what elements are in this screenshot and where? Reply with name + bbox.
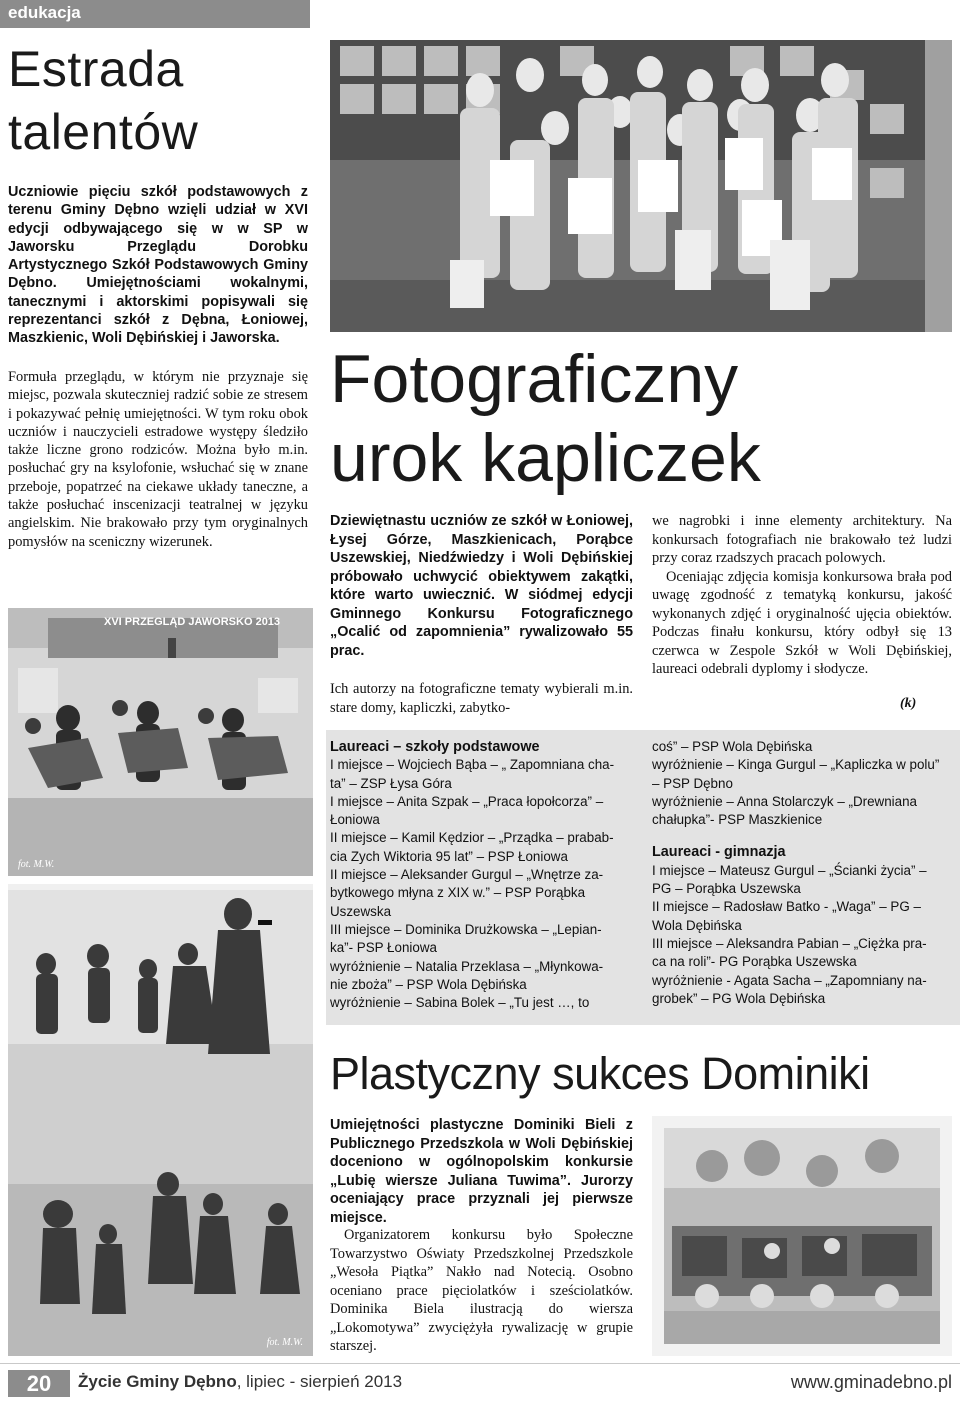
laureate-line: II miejsce – Kamil Kędzior – „Prządka – prabab-	[330, 830, 614, 846]
laureates-col-right	[652, 738, 939, 1008]
section-tab	[0, 0, 310, 28]
laureate-line: grobek” – PG Wola Dębińska	[652, 990, 826, 1006]
title-line: Estrada	[8, 41, 184, 97]
laureate-line: – PSP Dębno	[652, 775, 733, 791]
laureate-line: chałupka”- PSP Maszkienice	[652, 812, 823, 828]
laureate-line: Wola Dębińska	[652, 917, 742, 933]
photo-children-stage	[8, 884, 313, 1356]
publication-date: , lipiec - sierpień 2013	[236, 1372, 403, 1391]
title-line: urok kapliczek	[330, 420, 761, 496]
laureate-line: wyróżnienie - Agata Sacha – „Zapomniany na-	[652, 972, 927, 988]
laureates-col-left	[330, 738, 614, 1012]
laureate-line: II miejsce – Radosław Batko - „Waga” – PG –	[652, 899, 921, 915]
photo-dancers	[8, 608, 313, 876]
laureate-line: wyróżnienie – Sabina Bolek – „Tu jest …, to	[330, 995, 590, 1011]
laureate-line: ca na roli”- PG Porąbka Uszewska	[652, 954, 857, 970]
laureates-heading-gym: Laureaci - gimnazja	[652, 844, 786, 861]
laureate-line: PG – Porąbka Uszewska	[652, 881, 801, 897]
article-body-col1: Ich autorzy na fotograficzne tematy wybierali m.in. stare domy, kapliczki, zabytko-	[330, 681, 633, 716]
website-link[interactable]: www.gminadebno.pl	[790, 1372, 952, 1392]
author-signature: (k)	[900, 696, 917, 711]
paragraph: Oceniając zdjęcia komisja konkursowa brała pod uwagę zgodność z tematyką konkursu, jakość wykonanych zdjęć i oryginalność ujęcia obiektów. Podczas finału konkursu, który odbył się 13 czerwca w Zespole Szkół w Woli Dębińskiej, laureaci odebrali dyplomy i słodycze.	[652, 568, 952, 677]
article-title-kapliczki	[330, 340, 950, 498]
article-body-col2	[652, 512, 952, 679]
photo-drawing	[652, 1116, 952, 1356]
footer-divider	[0, 1363, 960, 1364]
article-lead: Uczniowie pięciu szkół podstawowych z terenu Gminy Dębno wzięli udział w XVI edycji odbywającego się w w SP w Jaworsku Przeglądu Dorobku Artystycznego Szkół Podstawowych Gminy Dębno. Umiejętnościami wokalnymi, tanecznymi i aktorskimi popisywali się reprezentanci szkół z Dębna, Łoniowej, Maszkienic, Woli Dębińskiej i Jaworska.	[8, 184, 308, 347]
laureate-line: I miejsce – Anita Szpak – „Praca łopołcorza” –	[330, 793, 604, 809]
section-label: edukacja	[8, 3, 81, 22]
laureate-line: I miejsce – Mateusz Gurgul – „Ścianki życia” –	[652, 862, 927, 878]
photo-banner-text: XVI PRZEGLĄD JAWORSKO 2013	[104, 616, 281, 628]
title-line: Fotograficzny	[330, 341, 739, 417]
laureate-line: nie zboża” – PSP Wola Dębińska	[330, 976, 527, 992]
title-line: talentów	[8, 104, 199, 160]
laureate-line: III miejsce – Dominika Drużkowska – „Lepian-	[330, 921, 602, 937]
laureates-box	[326, 730, 960, 1025]
page-number: 20	[8, 1370, 70, 1397]
paragraph: we nagrobki i inne elementy architektury. Na konkursach fotografiach nie brakowało też ludzi przy coraz rzadszych pracach polowych.	[652, 513, 952, 566]
publication-info	[78, 1372, 402, 1392]
laureates-heading-primary: Laureaci – szkoły podstawowe	[330, 739, 540, 755]
laureate-line: bytkowego młyna z XIX w.” – PSP Porąbka	[330, 885, 586, 901]
photo-laureates-group	[330, 40, 952, 332]
article-title-estrada	[8, 38, 308, 164]
laureate-line: wyróżnienie – Kinga Gurgul – „Kapliczka w polu”	[652, 757, 940, 773]
laureate-line: III miejsce – Aleksandra Pabian – „Ciężka pra-	[652, 935, 927, 951]
laureate-line: Uszewska	[330, 903, 392, 919]
article-title-plastyczny: Plastyczny sukces Dominiki	[330, 1048, 870, 1099]
laureate-line: ta” – ZSP Łysa Góra	[330, 775, 452, 791]
photo-credit: fot. M.W.	[18, 859, 55, 870]
laureate-line: coś” – PSP Wola Dębińska	[652, 739, 813, 754]
laureate-line: wyróżnienie – Natalia Przeklasa – „Młynkowa-	[330, 958, 604, 974]
article-body: Formuła przeglądu, w którym nie przyznaje się miejsc, pozwala skuteczniej radzić sobie ze stresem i pokazywać pełnię umiejętności. W tym roku obok uczniów i nauczycieli estradowe występy śledziło także liczne grono rodziców. Można było m.in. posłuchać gry na ksylofonie, wsłuchać się w znane przeboje, popatrzeć na ciekawe układy taneczne, a także posłuchać inscenizacji teatralnej w języku angielskim. Nie brakowało przy tym oryginalnych pomysłów na sceniczny wizerunek.	[8, 369, 308, 550]
article-body: Organizatorem konkursu było Społeczne Towarzystwo Oświaty Przedszkolnej Przedszkole „Wesoła Piątka” Nakło nad Notecią. Osobno oceniano prace pięciolatków i sześciolatków. Dominika Biela ilustracją do wiersza „Lokomotywa” zwyciężyła rywalizację w grupie starszej.	[330, 1227, 633, 1354]
laureate-line: ka”- PSP Łoniowa	[330, 940, 437, 956]
laureate-line: II miejsce – Aleksander Gurgul – „Wnętrze za-	[330, 867, 604, 883]
laureate-line: Łoniowa	[330, 812, 380, 828]
photo-credit: fot. M.W.	[266, 1337, 303, 1348]
article-lead: Umiejętności plastyczne Dominiki Bieli z Publicznego Przedszkola w Woli Dębińskiej doceniono w ogólnopolskim konkursie „Lubię wiersze Juliana Tuwima”. Jurorzy oceniający prace przyznali jej pierwsze miejsce.	[330, 1117, 633, 1226]
laureate-line: cia Zych Wiktoria 95 lat” – PSP Łoniowa	[330, 848, 568, 864]
publication-name: Życie Gminy Dębno	[78, 1372, 237, 1391]
article-lead: Dziewiętnastu uczniów ze szkół w Łoniowej, Łysej Górze, Maszkienicach, Porąbce Uszewskiej, Niedźwiedzy i Woli Dębińskiej próbowało uchwycić obiektywem zakątki, które warto uwiecznić. W siódmej edycji Gminnego Konkursu Fotograficznego „Ocalić od zapomnienia” rywalizowało 55 prac.	[330, 513, 633, 659]
laureate-line: I miejsce – Wojciech Bąba – „ Zapomniana cha-	[330, 757, 615, 773]
laureate-line: wyróżnienie – Anna Stolarczyk – „Drewniana	[652, 793, 917, 809]
